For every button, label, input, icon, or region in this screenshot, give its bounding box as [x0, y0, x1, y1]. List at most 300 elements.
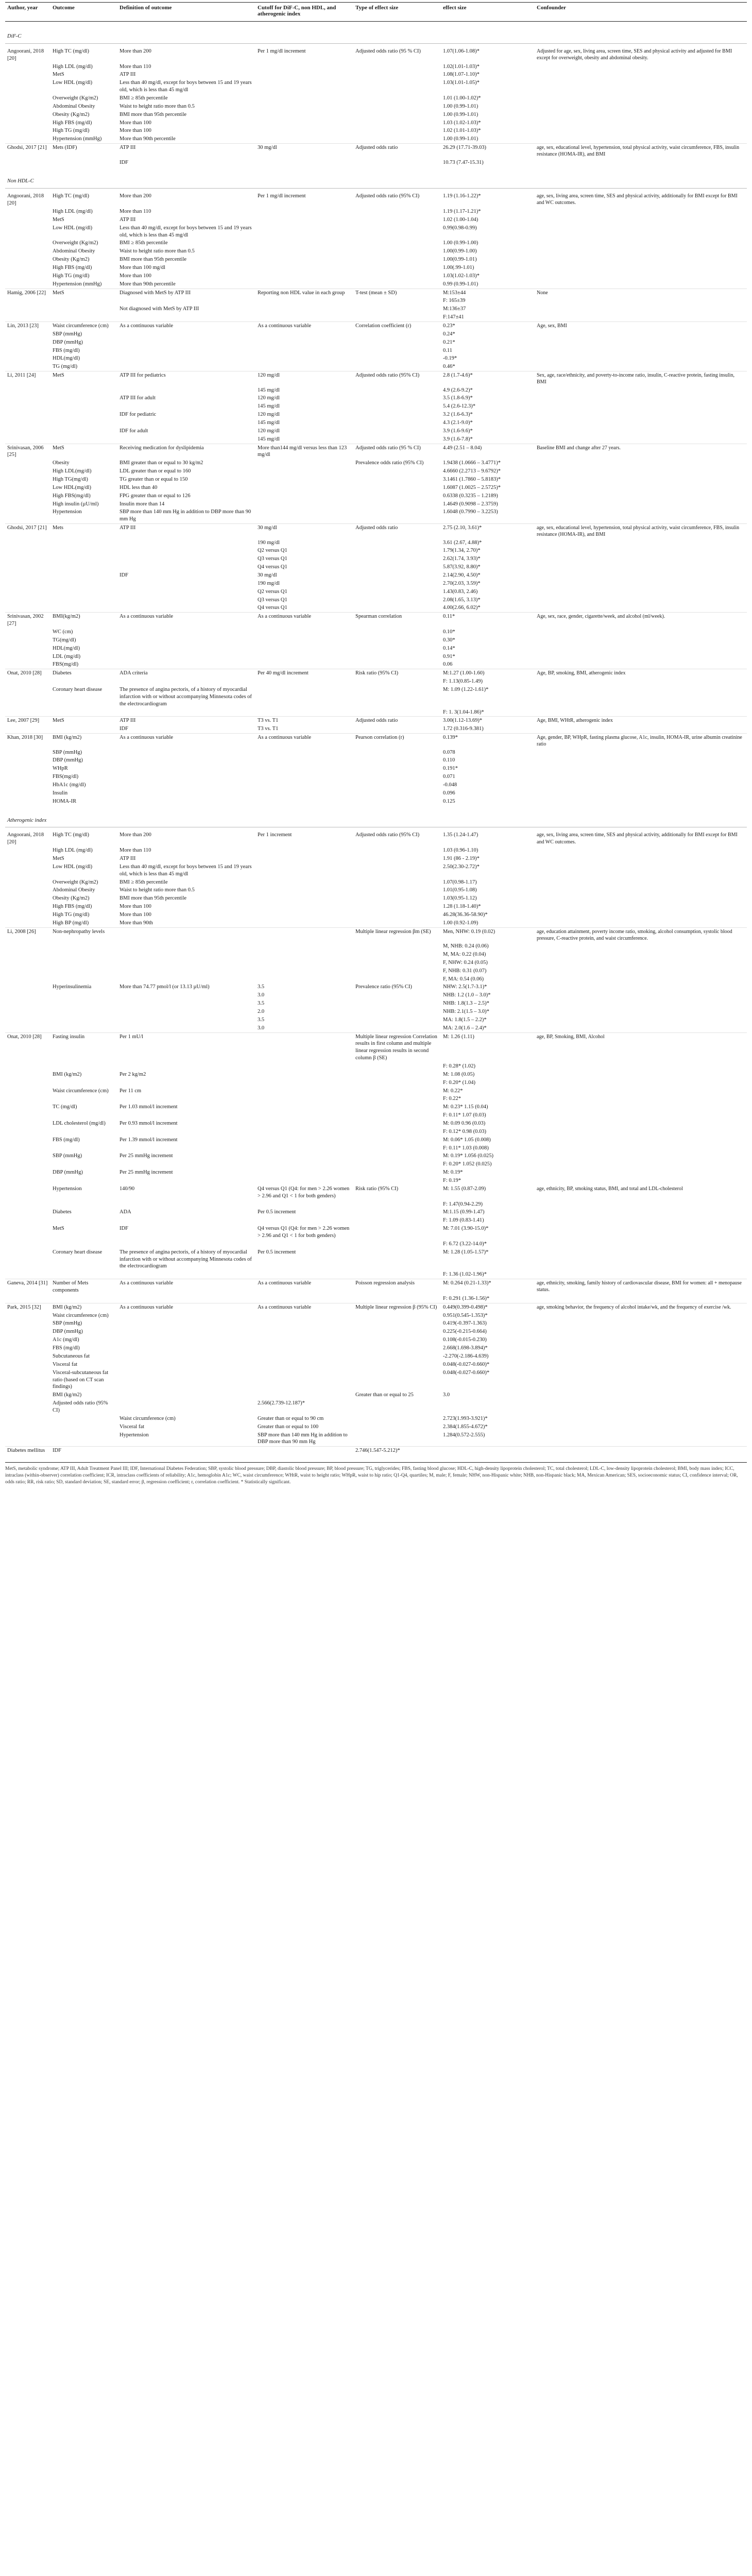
table-cell: [117, 991, 255, 999]
table-cell: [353, 886, 441, 894]
table-row: [5, 1152, 747, 1160]
table-row: [5, 1208, 747, 1216]
column-header: Definition of outcome: [117, 3, 255, 22]
table-row: [5, 280, 747, 289]
table-cell: [5, 111, 50, 119]
table-cell: [353, 111, 441, 119]
table-cell: Per 1 increment: [258, 832, 292, 838]
table-row: [5, 71, 747, 79]
table-cell: [255, 878, 353, 887]
table-cell: 0.078: [443, 749, 455, 755]
table-cell: Per 0.5 increment: [258, 1249, 296, 1255]
table-cell: [353, 1399, 441, 1415]
table-row: [5, 604, 747, 612]
table-cell: Adjusted odds ratio (95 % CI): [353, 444, 441, 459]
table-cell: [353, 539, 441, 547]
table-cell: [117, 967, 255, 975]
table-cell: [5, 247, 50, 256]
table-cell: 1.43(0.83, 2.46): [443, 588, 478, 595]
table-cell: [353, 297, 441, 305]
table-cell: [5, 1319, 50, 1328]
table-cell: M: 0.22*: [443, 1088, 463, 1094]
table-cell: More than 110: [119, 848, 151, 854]
table-cell: [5, 1336, 50, 1344]
table-cell: [255, 1352, 353, 1361]
table-cell: 0.139*: [441, 734, 535, 749]
table-cell: [50, 1431, 117, 1447]
table-cell: [5, 1344, 50, 1352]
table-cell: [255, 280, 353, 289]
table-cell: WC (cm): [53, 629, 73, 635]
table-cell: More than 100: [119, 128, 151, 134]
table-cell: [255, 1270, 353, 1279]
table-cell: [535, 1079, 747, 1087]
table-cell: [255, 1095, 353, 1103]
table-cell: BMI ≥ 85th percentile: [119, 95, 168, 101]
table-row: [5, 1120, 747, 1128]
table-cell: Per 11 cm: [119, 1088, 142, 1094]
table-cell: [255, 330, 353, 338]
table-cell: [255, 338, 353, 347]
table-cell: [50, 708, 117, 717]
table-cell: [353, 94, 441, 103]
table-cell: [117, 363, 255, 371]
table-row: [5, 927, 747, 942]
table-row: [5, 878, 747, 887]
table-cell: [5, 725, 50, 733]
table-cell: [117, 596, 255, 604]
table-cell: 0.99(0.98-0.99): [443, 225, 477, 231]
table-cell: [535, 1024, 747, 1032]
table-cell: Sex, age, race/ethnicity, and poverty-to-income ratio, insulin, C-reactive protein, fasting insulin, BMI: [535, 371, 747, 386]
table-cell: [353, 1103, 441, 1111]
table-cell: 2.566(2.739-12.187)*: [258, 1400, 305, 1406]
table-cell: [255, 1128, 353, 1136]
table-cell: 1.00 (0.92-1.09): [443, 920, 478, 926]
table-cell: Adjusted odds ratio: [353, 524, 441, 539]
table-cell: [353, 749, 441, 757]
table-cell: [353, 596, 441, 604]
table-cell: [535, 798, 747, 806]
table-row: [5, 628, 747, 636]
table-cell: 1.08(1.07-1.10)*: [443, 72, 480, 78]
table-cell: [353, 280, 441, 289]
table-cell: [353, 1208, 441, 1216]
section-row: [5, 806, 747, 827]
table-cell: [353, 1352, 441, 1361]
table-row: [5, 798, 747, 806]
table-cell: 1.00(0.99-1.01): [443, 257, 477, 263]
table-cell: ATP III: [119, 216, 136, 223]
section-row: [5, 22, 747, 44]
table-cell: FBS (mg/dl): [53, 1345, 80, 1351]
table-cell: [535, 159, 747, 167]
table-row: [5, 855, 747, 863]
table-cell: [5, 1423, 50, 1431]
table-row: [5, 1200, 747, 1209]
table-cell: [117, 539, 255, 547]
table-cell: [117, 1128, 255, 1136]
table-row: [5, 547, 747, 555]
table-cell: [535, 297, 747, 305]
table-cell: TG(mg/dl): [53, 637, 76, 643]
table-cell: [5, 476, 50, 484]
table-cell: Subcutaneous fat: [53, 1353, 90, 1359]
table-cell: [50, 297, 117, 305]
table-cell: [535, 942, 747, 951]
table-cell: FPG greater than or equal to 126: [119, 493, 191, 499]
table-cell: [535, 476, 747, 484]
table-cell: [50, 411, 117, 419]
table-cell: IDF for pediatric: [119, 412, 157, 418]
table-cell: As a continuous variable: [255, 322, 353, 330]
table-cell: [117, 653, 255, 661]
table-row: [5, 951, 747, 959]
table-cell: [5, 919, 50, 927]
table-cell: [117, 1095, 255, 1103]
table-cell: Waist circumference (cm): [53, 1088, 109, 1094]
table-cell: [5, 660, 50, 669]
table-row: [5, 1103, 747, 1111]
table-cell: As a continuous variable: [117, 734, 255, 749]
table-cell: Receiving medication for dyslipidemia: [117, 444, 255, 459]
table-cell: [255, 119, 353, 127]
table-cell: 1.03 (0.96-1.10): [443, 848, 478, 854]
table-row: [5, 588, 747, 596]
table-cell: [353, 863, 441, 878]
table-cell: TC (mg/dl): [53, 1104, 77, 1110]
table-cell: Q4 versus Q1: [258, 605, 287, 611]
table-cell: [535, 103, 747, 111]
table-cell: [353, 677, 441, 686]
table-cell: [535, 539, 747, 547]
table-cell: [535, 645, 747, 653]
table-cell: [50, 555, 117, 563]
table-cell: [535, 636, 747, 645]
table-cell: [535, 1361, 747, 1369]
table-cell: Hypertension: [119, 1432, 149, 1438]
table-cell: FBS(mg/dl): [53, 774, 79, 780]
table-cell: Per 1.03 mmol/l increment: [119, 1104, 178, 1110]
table-row: [5, 289, 747, 297]
table-cell: -2.270(-2.186-4.639): [443, 1353, 489, 1359]
table-cell: [535, 725, 747, 733]
table-row: [5, 371, 747, 386]
table-cell: [5, 789, 50, 798]
table-cell: [535, 855, 747, 863]
table-cell: More than 200: [119, 832, 151, 838]
table-cell: [353, 789, 441, 798]
table-cell: [5, 459, 50, 467]
table-cell: MA: 2.0(1.6 – 2.4)*: [443, 1025, 487, 1031]
table-cell: [535, 402, 747, 411]
table-cell: [255, 79, 353, 94]
table-cell: [5, 686, 50, 708]
table-cell: 2.8 (1.7-4.6)*: [441, 371, 535, 386]
table-cell: [5, 1152, 50, 1160]
table-cell: [5, 645, 50, 653]
table-cell: [535, 878, 747, 887]
table-cell: [535, 1423, 747, 1431]
table-cell: [117, 1312, 255, 1320]
table-cell: [353, 1016, 441, 1024]
table-cell: BMI more than 95th percentile: [119, 257, 187, 263]
table-cell: 26.29 (17.71-39.03): [441, 144, 535, 159]
table-cell: [5, 1200, 50, 1209]
table-cell: [255, 347, 353, 355]
table-cell: [255, 708, 353, 717]
table-row: [5, 500, 747, 509]
table-row: [5, 1352, 747, 1361]
column-header: Outcome: [50, 3, 117, 22]
table-cell: Q3 versus Q1: [258, 556, 287, 562]
table-cell: [255, 1319, 353, 1328]
table-cell: 0.91*: [443, 653, 455, 659]
table-cell: [535, 313, 747, 321]
table-row: [5, 708, 747, 717]
table-cell: [255, 239, 353, 247]
table-cell: [255, 256, 353, 264]
table-cell: [5, 798, 50, 806]
table-cell: [117, 1319, 255, 1328]
table-cell: Q2 versus Q1: [258, 548, 287, 554]
table-cell: Insulin: [53, 790, 68, 796]
table-row: [5, 1024, 747, 1032]
table-cell: 2.08(1.65, 3.13)*: [443, 597, 481, 603]
table-cell: [5, 280, 50, 289]
table-cell: [535, 1248, 747, 1271]
table-cell: F, NHB: 0.31 (0.07): [443, 968, 487, 974]
table-cell: NHW: 2.5(1.7-3.1)*: [443, 984, 487, 990]
table-cell: [255, 1111, 353, 1120]
table-cell: [353, 903, 441, 911]
table-cell: F: 0.20* (1.04): [443, 1079, 475, 1086]
table-cell: Obesity: [53, 460, 70, 466]
table-cell: 30 mg/dl: [255, 144, 353, 159]
table-cell: [535, 94, 747, 103]
table-row: [5, 1270, 747, 1279]
table-cell: [5, 419, 50, 427]
table-cell: [535, 111, 747, 119]
table-row: [5, 94, 747, 103]
table-cell: Spearman correlation: [353, 613, 441, 628]
table-cell: DBP (mmHg): [53, 1170, 83, 1176]
table-row: [5, 1431, 747, 1447]
table-cell: [255, 686, 353, 708]
table-cell: [5, 272, 50, 280]
table-cell: [255, 508, 353, 523]
table-cell: [5, 975, 50, 984]
table-cell: Q4 versus Q1 (Q4: for men > 2.26 women > 2.96 and Q1 < 1 for both genders): [258, 1185, 350, 1199]
table-cell: [535, 1111, 747, 1120]
table-cell: [5, 749, 50, 757]
table-cell: Adjusted odds ratio (95% CI): [53, 1400, 108, 1413]
table-cell: Coronary heart disease: [53, 687, 102, 692]
table-cell: [50, 725, 117, 733]
table-cell: More than 100: [119, 904, 151, 910]
table-cell: [5, 1240, 50, 1248]
table-row: [5, 756, 747, 765]
table-cell: BMI (kg/m2): [50, 1303, 117, 1311]
table-cell: [255, 127, 353, 135]
table-cell: IDF: [119, 726, 128, 732]
table-cell: [50, 1111, 117, 1120]
table-cell: 1.01 (1.00-1.02)*: [443, 95, 481, 101]
table-cell: 4.49 (2.51 – 8.04): [441, 444, 535, 459]
table-cell: [255, 789, 353, 798]
table-cell: [353, 1270, 441, 1279]
table-cell: [5, 1095, 50, 1103]
table-cell: [353, 878, 441, 887]
table-cell: [353, 563, 441, 571]
table-cell: [5, 127, 50, 135]
section-title: DiF-C: [5, 22, 747, 44]
table-row: [5, 1008, 747, 1016]
table-cell: [353, 1087, 441, 1095]
table-cell: [5, 855, 50, 863]
table-cell: -0.19*: [443, 355, 457, 362]
table-cell: [353, 419, 441, 427]
table-cell: [353, 1177, 441, 1185]
table-cell: [353, 1111, 441, 1120]
table-cell: Diabetes mellitus: [5, 1447, 50, 1455]
table-cell: [50, 427, 117, 435]
table-cell: BMI(kg/m2): [50, 613, 117, 628]
table-cell: [353, 919, 441, 927]
table-cell: 30 mg/dl: [258, 572, 277, 578]
table-cell: [5, 1136, 50, 1144]
table-row: [5, 1016, 747, 1024]
table-cell: FBS (mg/dl): [53, 1137, 80, 1143]
table-cell: [255, 781, 353, 789]
table-row: [5, 555, 747, 563]
table-cell: High TC (mg/dl): [53, 832, 89, 838]
column-header: Type of effect size: [353, 3, 441, 22]
table-row: [5, 208, 747, 216]
table-cell: [353, 239, 441, 247]
table-cell: 0.125: [443, 798, 455, 804]
table-cell: [353, 264, 441, 272]
table-cell: [117, 1008, 255, 1016]
table-cell: WHpR: [53, 766, 68, 772]
table-cell: [5, 1128, 50, 1136]
table-cell: High TC (mg/dl): [53, 48, 89, 54]
table-row: [5, 539, 747, 547]
table-cell: Angoorani, 2018 [20]: [7, 48, 44, 61]
table-cell: Per 0.93 mmol/l increment: [119, 1121, 178, 1126]
table-cell: Hypertension (mmHg): [53, 281, 102, 287]
table-cell: Onat, 2010 [28]: [5, 1032, 50, 1062]
table-cell: Q3 versus Q1: [258, 597, 287, 603]
table-cell: [255, 1447, 353, 1455]
table-cell: 1.00 (0.99-1.01): [443, 103, 478, 109]
table-cell: BMI more than 95th percentile: [119, 895, 187, 902]
table-cell: [535, 1336, 747, 1344]
table-cell: [5, 347, 50, 355]
table-cell: [255, 645, 353, 653]
table-cell: F: 0.11* 1.03 (0.008): [443, 1145, 489, 1151]
table-cell: [117, 749, 255, 757]
table-cell: [535, 1160, 747, 1168]
table-row: [5, 1079, 747, 1087]
table-cell: [535, 756, 747, 765]
table-cell: BMI ≥ 85th percentile: [119, 240, 168, 246]
table-cell: [535, 911, 747, 919]
table-cell: High TG(mg/dl): [53, 477, 88, 482]
table-cell: [535, 749, 747, 757]
table-cell: [353, 756, 441, 765]
table-cell: Obesity (Kg/m2): [53, 895, 90, 902]
table-cell: [353, 1344, 441, 1352]
table-cell: [353, 1128, 441, 1136]
table-cell: Onat, 2010 [28]: [5, 669, 50, 677]
table-cell: Per 25 mmHg increment: [119, 1153, 173, 1159]
table-cell: More than 100: [119, 912, 151, 918]
table-cell: [535, 1328, 747, 1336]
table-row: [5, 1160, 747, 1168]
table-row: [5, 765, 747, 773]
table-cell: [117, 1144, 255, 1153]
table-cell: [353, 402, 441, 411]
table-row: [5, 734, 747, 749]
table-cell: 0.225(-0.215-0.664): [443, 1329, 487, 1335]
table-cell: [5, 942, 50, 951]
header-row: [5, 3, 747, 22]
table-cell: [353, 911, 441, 919]
table-cell: BMI greater than or equal to 30 kg/m2: [119, 460, 203, 466]
table-cell: 0.419(-0.397-1.363): [443, 1320, 487, 1327]
table-cell: [535, 127, 747, 135]
table-cell: [353, 1200, 441, 1209]
table-cell: Risk ratio (95% CI): [355, 1185, 399, 1192]
table-cell: Multiple linear regression β (95% CI): [353, 1303, 441, 1311]
table-cell: High LDL (mg/dl): [53, 848, 93, 854]
table-cell: 0.048(-0.027-0.660)*: [443, 1361, 490, 1367]
table-cell: ATP III: [117, 717, 255, 725]
table-cell: Baseline BMI and change after 27 years.: [535, 444, 747, 459]
table-cell: Age, BMI, WHtR, atherogenic index: [535, 717, 747, 725]
table-row: [5, 1216, 747, 1225]
table-cell: [117, 402, 255, 411]
table-cell: [5, 363, 50, 371]
table-row: [5, 781, 747, 789]
table-row: [5, 1303, 747, 1311]
table-cell: [5, 208, 50, 216]
table-cell: M:1.15 (0.99-1.47): [443, 1209, 485, 1215]
table-cell: 1.28 (1.18-1.40)*: [443, 904, 481, 910]
table-cell: [535, 1240, 747, 1248]
table-cell: [50, 394, 117, 402]
table-cell: [353, 127, 441, 135]
table-cell: [117, 1391, 255, 1399]
table-cell: 0.06: [443, 662, 453, 668]
table-cell: [5, 708, 50, 717]
table-cell: [535, 547, 747, 555]
table-cell: [353, 1240, 441, 1248]
table-cell: [255, 653, 353, 661]
table-cell: [535, 1344, 747, 1352]
table-cell: Not diagnosed with MetS by ATP III: [119, 306, 199, 312]
table-cell: [117, 927, 255, 942]
table-cell: [117, 588, 255, 596]
table-cell: [5, 903, 50, 911]
table-cell: 2.0: [258, 1008, 265, 1014]
table-row: [5, 338, 747, 347]
table-cell: Per 0.5 increment: [258, 1209, 296, 1215]
table-cell: [353, 588, 441, 596]
table-cell: 1.284(0.572-2.555): [443, 1432, 485, 1438]
table-cell: Adjusted odds ratio (95 % CI): [355, 48, 421, 54]
